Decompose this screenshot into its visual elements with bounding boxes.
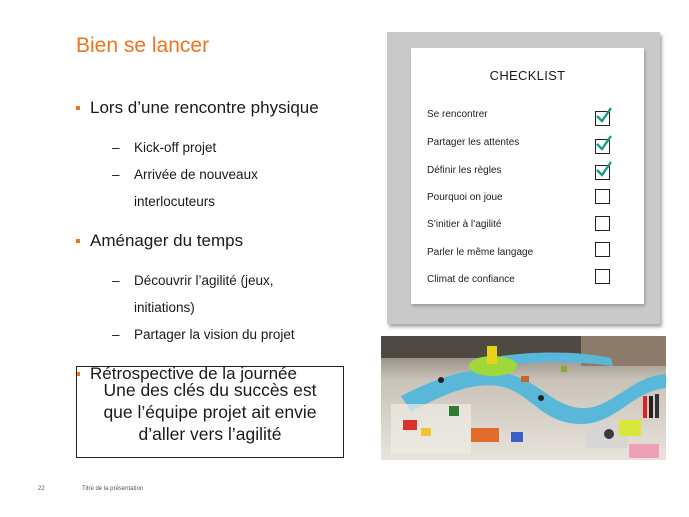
checkbox[interactable] xyxy=(595,165,610,180)
checklist-item-label: Partager les attentes xyxy=(427,137,520,148)
checkbox[interactable] xyxy=(595,242,610,257)
agile-game-photo xyxy=(381,336,666,460)
bullet-marker xyxy=(76,239,80,243)
page-number: 22 xyxy=(38,486,45,492)
checkbox[interactable] xyxy=(595,189,610,204)
sub-bullet-item: – Kick-off projet xyxy=(112,140,217,155)
checkbox[interactable] xyxy=(595,139,610,154)
footer-title: Titre de la présentation xyxy=(82,486,144,492)
checklist-title: CHECKLIST xyxy=(489,68,566,83)
checklist-item-label: Parler le même langage xyxy=(427,247,534,258)
checkbox[interactable] xyxy=(595,111,610,126)
checklist-item-label: Pourquoi on joue xyxy=(427,192,503,203)
check-icon xyxy=(594,159,614,179)
sub-bullet-item: – Découvrir l’agilité (jeux, xyxy=(112,273,274,288)
bullet-item: Lors d’une rencontre physique xyxy=(72,96,372,120)
sub-bullet-item: – Arrivée de nouveaux xyxy=(112,167,258,182)
bullet-marker xyxy=(76,106,80,110)
checklist-item-label: Définir les règles xyxy=(427,165,502,176)
checklist-card xyxy=(411,48,644,304)
sub-bullet-item: initiations) xyxy=(134,300,195,315)
key-quote-box: Une des clés du succès est que l’équipe projet ait envie d’aller vers l’agilité xyxy=(76,366,344,458)
checkbox[interactable] xyxy=(595,216,610,231)
check-icon xyxy=(594,133,614,153)
checklist-item-label: Se rencontrer xyxy=(427,109,488,120)
slide-title: Bien se lancer xyxy=(76,34,210,57)
bullet-list xyxy=(72,96,372,386)
bullet-item: Rétrospective de la journée xyxy=(72,362,372,386)
check-icon xyxy=(594,105,614,125)
checkbox[interactable] xyxy=(595,269,610,284)
sub-bullet-item: interlocuteurs xyxy=(134,194,216,209)
checklist-item-label: S’initier à l’agilité xyxy=(427,219,502,230)
bullet-item: Aménager du temps xyxy=(72,229,372,253)
sub-bullet-item: – Partager la vision du projet xyxy=(112,327,295,342)
checklist-item-label: Climat de confiance xyxy=(427,274,515,285)
